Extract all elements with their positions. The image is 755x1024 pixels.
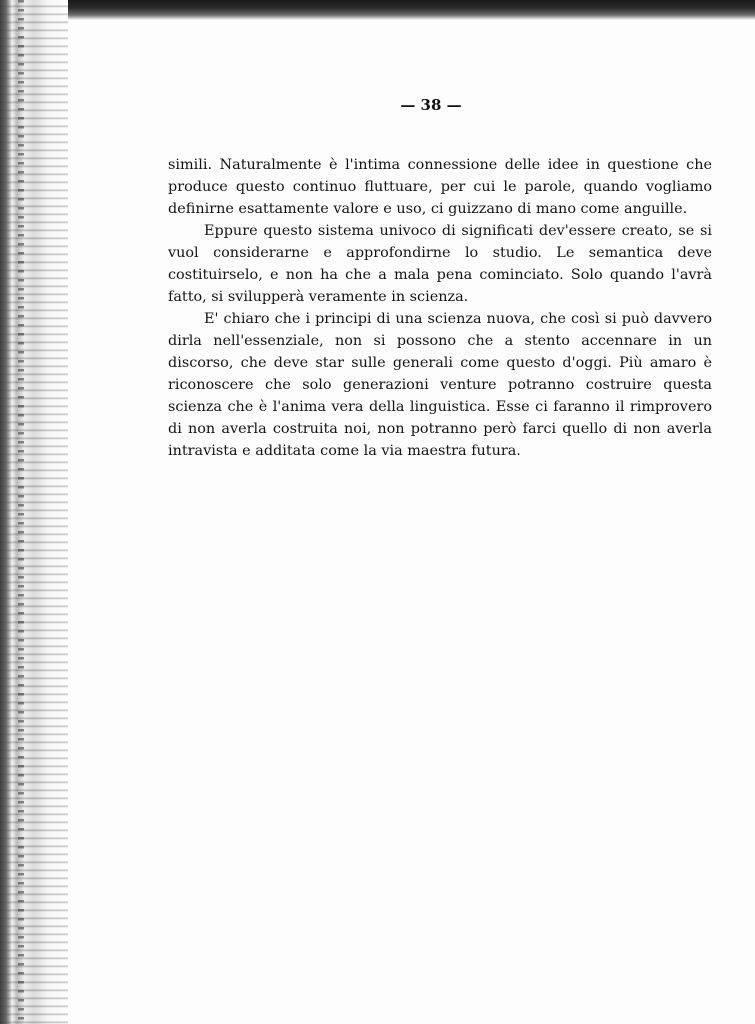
binding-dark-strip (0, 0, 12, 1024)
body-text (168, 154, 712, 462)
binding-stitch-marks (18, 0, 24, 1024)
page-top-edge-shadow (0, 0, 755, 20)
paragraph-3: E' chiaro che i principi di una scienza nuova, che così si può davvero dirla nell'essenziale, non si possono che a stento accennare in un discorso, che deve star sulle generali come questo d'oggi. Più amaro è riconoscere che solo generazioni venture potranno costruire questa scienza che è l'anima vera della linguistica. Esse ci faranno il rimprovero di non averla costruita noi, non potranno però farci quello di non averla intravista e additata come la via maestra futura. (168, 311, 712, 459)
page-number: — 38 — (400, 96, 462, 114)
paragraph-2: Eppure questo sistema univoco di significati dev'essere creato, se si vuol considerarne e approfondirne lo studio. Le semantica deve costituirselo, e non ha che a mala pena cominciato. Solo quando l'avrà fatto, si svilupperà veramente in scienza. (168, 223, 712, 305)
paragraph-1: simili. Naturalmente è l'intima connessione delle idee in questione che produce questo continuo fluttuare, per cui le parole, quando vogliamo definirne esattamente valore e uso, ci guizzano di mano come anguille. (168, 157, 712, 217)
